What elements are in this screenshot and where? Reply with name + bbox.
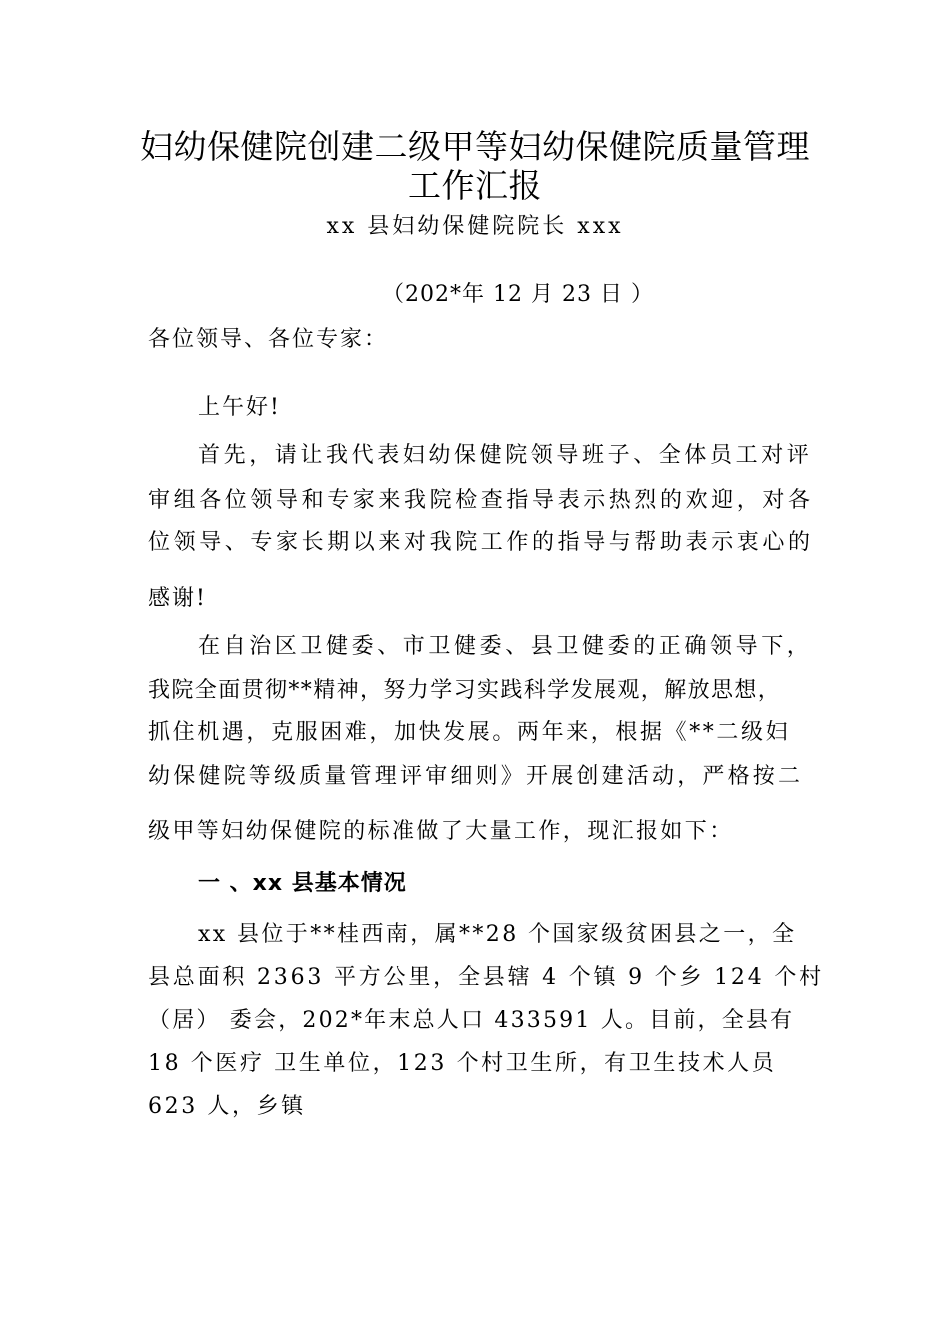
greeting: 上午好! bbox=[198, 395, 281, 420]
paragraph-1-line: 审组各位领导和专家来我院检查指导表示热烈的欢迎，对各 bbox=[148, 488, 814, 513]
paragraph-2-line: 抓住机遇，克服困难，加快发展。两年来，根据《**二级妇 bbox=[148, 720, 791, 745]
paragraph-3-line: 18 个医疗 卫生单位，123 个村卫生所，有卫生技术人员 bbox=[148, 1051, 777, 1076]
paragraph-2-line: 幼保健院等级质量管理评审细则》开展创建活动，严格按二 bbox=[148, 764, 804, 789]
paragraph-2-line: 我院全面贯彻**精神，努力学习实践科学发展观，解放思想， bbox=[148, 678, 782, 703]
section-heading: 一 、xx 县基本情况 bbox=[198, 871, 407, 896]
paragraph-3-line: （居） 委会，202*年末总人口 433591 人。目前，全县有 bbox=[148, 1008, 795, 1033]
document-title-line-2: 工作汇报 bbox=[408, 166, 542, 205]
document-title-line-1: 妇幼保健院创建二级甲等妇幼保健院质量管理 bbox=[140, 127, 810, 166]
paragraph-3-line: xx 县位于**桂西南，属**28 个国家级贫困县之一，全 bbox=[198, 922, 797, 947]
date-line: （202*年 12 月 23 日 ） bbox=[382, 282, 654, 307]
paragraph-2-line: 级甲等妇幼保健院的标准做了大量工作，现汇报如下： bbox=[148, 819, 734, 844]
paragraph-1-line: 位领导、专家长期以来对我院工作的指导与帮助表示衷心的 bbox=[148, 530, 814, 555]
paragraph-1-line: 感谢! bbox=[148, 586, 207, 611]
paragraph-3-line: 县总面积 2363 平方公里，全县辖 4 个镇 9 个乡 124 个村 bbox=[148, 965, 824, 990]
paragraph-1-line: 首先，请让我代表妇幼保健院领导班子、全体员工对评 bbox=[198, 443, 813, 468]
paragraph-2-line: 在自治区卫健委、市卫健委、县卫健委的正确领导下， bbox=[198, 634, 813, 659]
salutation: 各位领导、各位专家： bbox=[148, 327, 389, 352]
author-line: xx 县妇幼保健院院长 xxx bbox=[326, 214, 624, 239]
paragraph-3-line: 623 人，乡镇 bbox=[148, 1094, 306, 1119]
